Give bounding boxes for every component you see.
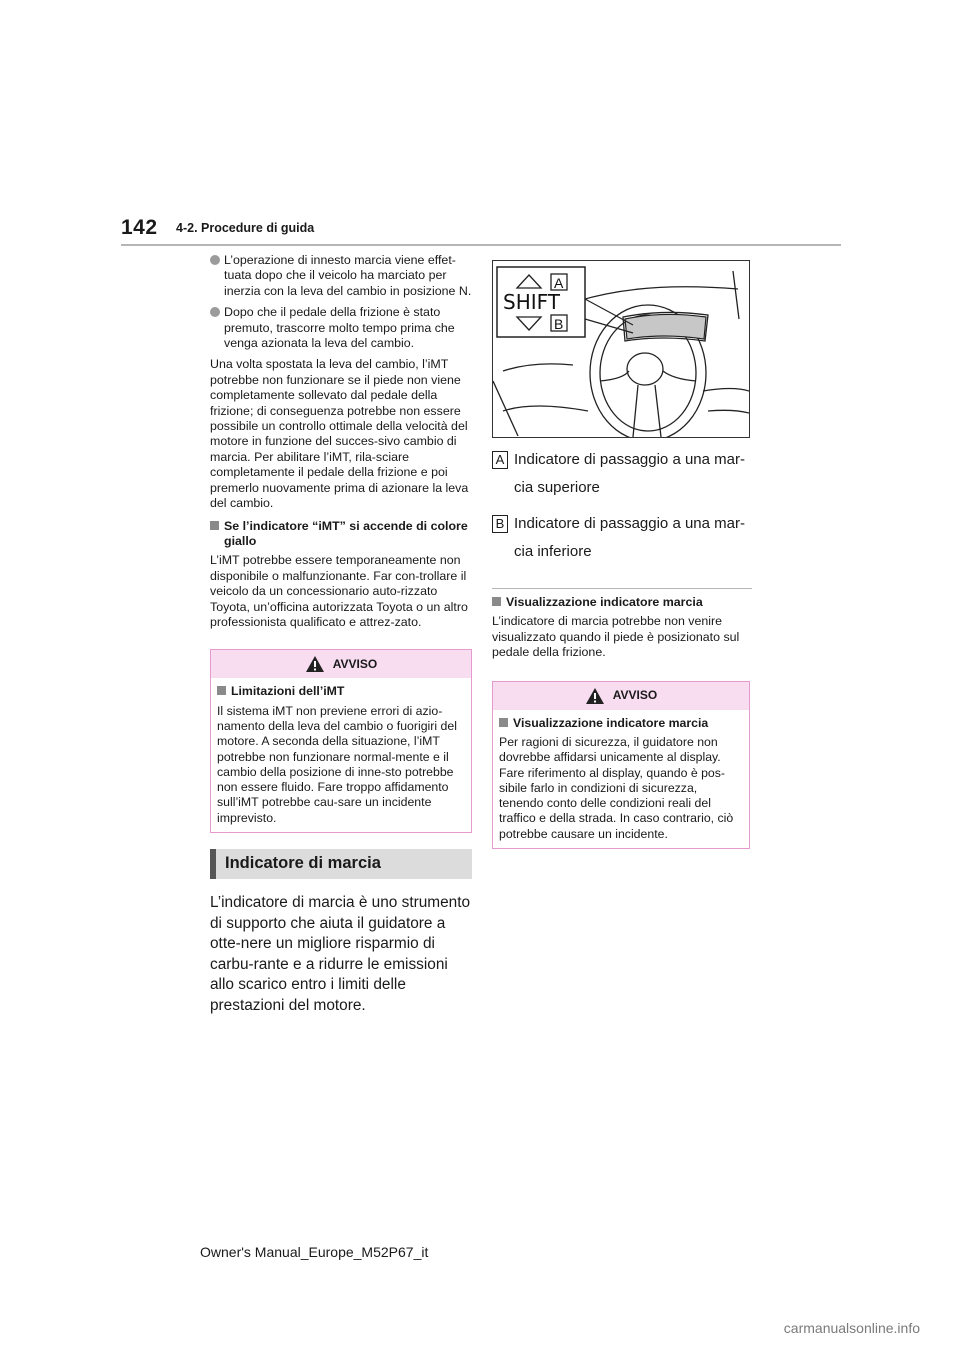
square-bullet-icon bbox=[499, 718, 508, 727]
warning-body bbox=[211, 678, 471, 832]
footer-manual-id: Owner's Manual_Europe_M52P67_it bbox=[200, 1244, 429, 1260]
bullet-dot-icon bbox=[210, 307, 220, 317]
right-column bbox=[492, 260, 752, 849]
warning-title: AVVISO bbox=[332, 656, 378, 671]
warning-triangle-icon bbox=[585, 687, 605, 705]
warning-header bbox=[493, 682, 749, 710]
warning-box bbox=[210, 649, 472, 833]
large-paragraph: L’indicatore di marcia è uno strumento di supporto che aiuta il guidatore a otte-nere un migliore risparmio di carbu-rante e a ridurre le emissioni allo scarico entro i limiti delle prestazioni del motore. bbox=[210, 894, 471, 1014]
warning-header bbox=[211, 650, 471, 678]
watermark: carmanualsonline.info bbox=[783, 1320, 920, 1336]
subheading-text: Visualizzazione indicatore marcia bbox=[506, 595, 703, 609]
square-bullet-icon bbox=[492, 597, 501, 606]
warning-subheading bbox=[499, 716, 742, 731]
legend-key: A bbox=[492, 451, 508, 469]
square-bullet-icon bbox=[217, 686, 226, 695]
subheading-text: Se l’indicatore “iMT” si accende di colore giallo bbox=[224, 518, 468, 548]
callout-b-label: B bbox=[554, 316, 564, 332]
warning-text: Per ragioni di sicurezza, il guidatore non dovrebbe affidarsi unicamente al display. Fare riferimento al display, quando è pos-sibile farlo in condizioni di sicurezza, tenendo conto delle condizioni reali del traffico e della strada. In caso contrario, ciò potrebbe causare un incidente. bbox=[499, 734, 734, 841]
shift-label: SHIFT bbox=[503, 290, 561, 314]
paragraph: L’indicatore di marcia potrebbe non venire visualizzato quando il piede è posizionato sul pedale della frizione. bbox=[492, 614, 740, 660]
subheading bbox=[210, 519, 472, 550]
paragraph: L’iMT potrebbe essere temporaneamente non disponibile o malfunzionante. Far con-trollare il veicolo da un concessionario auto-rizzato Toyota, un’officina autorizzata Toyota o un altro professionista qualificato e attrez-zato. bbox=[210, 553, 468, 629]
legend-item bbox=[492, 446, 752, 502]
bullet-text: Dopo che il pedale della frizione è stato premuto, trascorre molto tempo prima che venga azionata la leva del cambio. bbox=[224, 305, 455, 351]
warning-text: Il sistema iMT non previene errori di azio-namento della leva del cambio o fuorigiri del motore. A seconda della situazione, l’iMT potrebbe non funzionare normal-mente e il cambio della posizione di inne-sto potrebbe non essere fluido. Fare troppo affidamento sull’iMT potrebbe cau-sare un incidente imprevisto. bbox=[217, 703, 457, 825]
section-divider bbox=[492, 588, 752, 589]
warning-triangle-icon bbox=[305, 655, 325, 673]
legend-text: Indicatore di passaggio a una mar-cia superiore bbox=[514, 451, 745, 496]
warning-title: AVVISO bbox=[612, 687, 658, 702]
bullet-text: L’operazione di innesto marcia viene effet-tuata dopo che il veicolo ha marciato per inerzia con la leva del cambio in posizione N. bbox=[224, 253, 472, 298]
header-rule bbox=[121, 244, 841, 246]
warning-body bbox=[493, 710, 749, 848]
legend-key: B bbox=[492, 515, 508, 533]
subheading bbox=[492, 595, 752, 610]
warning-subheading-text: Visualizzazione indicatore marcia bbox=[513, 715, 709, 730]
paragraph: Una volta spostata la leva del cambio, l’iMT potrebbe non funzionare se il piede non viene completamente sollevato dal pedale della frizione; di conseguenza potrebbe non essere possibile un controllo ottimale della velocità del motore in funzione del succes-sivo cambio di marcia. Per abilitare l’iMT, rila-sciare completamente il pedale della frizione e poi premerlo nuovamente prima di azionare la leva del cambio. bbox=[210, 357, 469, 511]
warning-box bbox=[492, 681, 750, 849]
legend-item bbox=[492, 510, 752, 566]
bullet-item bbox=[210, 305, 472, 351]
left-column bbox=[210, 253, 472, 1016]
page-number: 142 bbox=[121, 216, 158, 239]
bullet-item bbox=[210, 253, 472, 299]
callout-a-label: A bbox=[554, 275, 564, 291]
warning-subheading bbox=[217, 684, 464, 699]
dashboard-illustration bbox=[492, 260, 750, 438]
steering-wheel-illustration bbox=[493, 261, 749, 437]
warning-subheading-text: Limitazioni dell’iMT bbox=[231, 684, 345, 699]
legend-text: Indicatore di passaggio a una mar-cia inferiore bbox=[514, 515, 745, 560]
section-header: 4-2. Procedure di guida bbox=[176, 221, 315, 235]
section-heading: Indicatore di marcia bbox=[210, 849, 472, 879]
bullet-dot-icon bbox=[210, 255, 220, 265]
square-bullet-icon bbox=[210, 521, 219, 530]
